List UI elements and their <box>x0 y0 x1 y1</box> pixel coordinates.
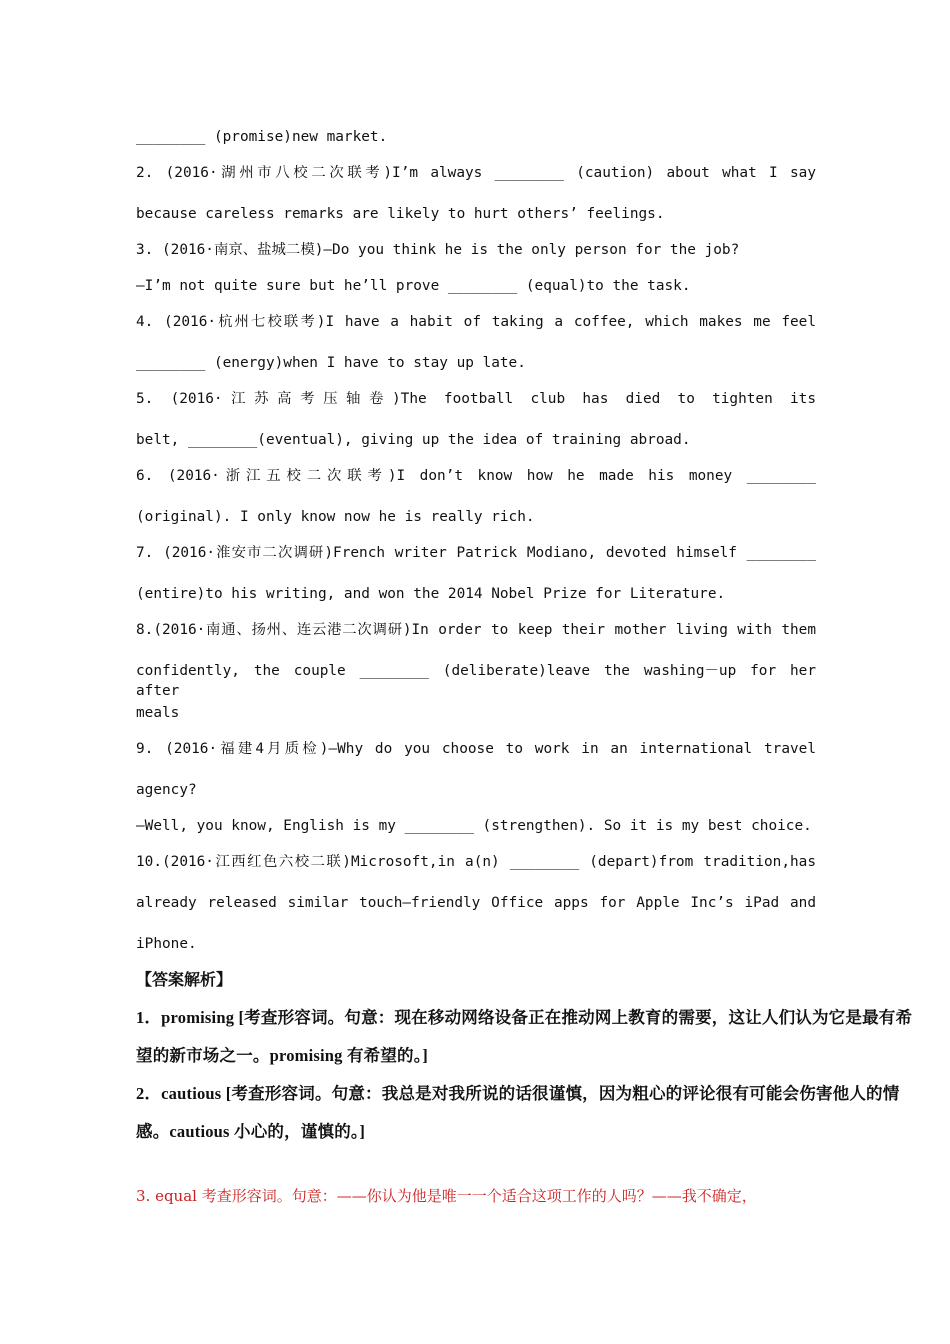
answer-2-line-1: 2．cautious [考查形容词。句意：我总是对我所说的话很谨慎，因为粗心的评论很有可能会伤害他人的情 <box>136 1084 900 1103</box>
q9-line-1: 9. (2016·福建4月质检)—Why do you choose to work in an international travel <box>136 741 816 757</box>
q5-line-1: 5. (2016·江苏高考压轴卷)The football club has died to tighten its <box>136 391 816 407</box>
answer-heading: 【答案解析】 <box>136 970 233 989</box>
q9-line-2: agency? <box>136 782 197 798</box>
answer-3-line-1: 3. equal 考查形容词。句意：——你认为他是唯一一个适合这项工作的人吗？——我不确定， <box>136 1187 757 1205</box>
q10-line-3: iPhone. <box>136 936 197 952</box>
q5-line-2: belt, ________(eventual), giving up the idea of training abroad. <box>136 432 691 448</box>
q8-line-2: confidently, the couple ________ (deliberate)leave the washing－up for her after <box>136 663 816 699</box>
q2-line-2: because careless remarks are likely to hurt others’ feelings. <box>136 206 665 222</box>
q7-line-2: (entire)to his writing, and won the 2014 Nobel Prize for Literature. <box>136 586 726 602</box>
q1-line-end: ________ (promise)new market. <box>136 129 388 145</box>
q8-line-1: 8.(2016·南通、扬州、连云港二次调研)In order to keep their mother living with them <box>136 622 816 638</box>
q3-line-1: 3. (2016·南京、盐城二模)—Do you think he is the only person for the job? <box>136 242 740 258</box>
answer-2-line-2: 感。cautious 小心的，谨慎的。] <box>136 1122 366 1141</box>
q6-line-2: (original). I only know now he is really rich. <box>136 509 535 525</box>
q3-line-2: —I’m not quite sure but he’ll prove ________ (equal)to the task. <box>136 278 691 294</box>
q9-line-3: —Well, you know, English is my ________ (strengthen). So it is my best choice. <box>136 818 812 834</box>
q4-line-2: ________ (energy)when I have to stay up late. <box>136 355 526 371</box>
answer-1-line-1: 1．promising [考查形容词。句意：现在移动网络设备正在推动网上教育的需要，这让人们认为它是最有希 <box>136 1008 913 1027</box>
answer-1-line-2: 望的新市场之一。promising 有希望的。] <box>136 1046 428 1065</box>
q7-line-1: 7. (2016·淮安市二次调研)French writer Patrick Modiano, devoted himself ________ <box>136 545 816 561</box>
q10-line-2: already released similar touch—friendly Office apps for Apple Inc’s iPad and <box>136 895 816 911</box>
q2-line-1: 2. (2016·湖州市八校二次联考)I’m always ________ (caution) about what I say <box>136 165 816 181</box>
q10-line-1: 10.(2016·江西红色六校二联)Microsoft,in a(n) ________ (depart)from tradition,has <box>136 854 816 870</box>
q6-line-1: 6. (2016·浙江五校二次联考)I don’t know how he made his money ________ <box>136 468 816 484</box>
q8-line-3: meals <box>136 705 180 721</box>
q4-line-1: 4. (2016·杭州七校联考)I have a habit of taking a coffee, which makes me feel <box>136 314 816 330</box>
